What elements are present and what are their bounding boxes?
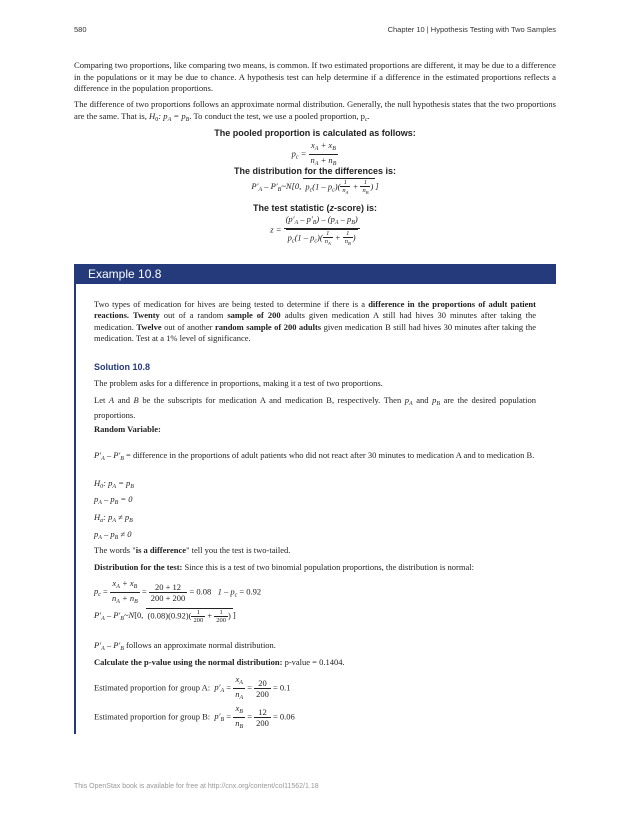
solution-title: Solution 10.8 (94, 362, 151, 372)
estimated-proportion-b: Estimated proportion for group B: $p'_B$ = $\frac{x_B}{n_B}$ = $\frac{12}{200}$ = 0.06 (94, 703, 295, 730)
test-statistic-formula: z = $(p'_A - p'_B) - (p_A - p_B)$ $p_c(1 - p_c)$( $\frac{1}{n_A}$ + $\frac{1}{n_B}$ ) (270, 214, 358, 246)
test-statistic-title: The test statistic (z-score) is: (252, 203, 378, 213)
example-title: Example 10.8 (88, 267, 162, 281)
p-value-line: Calculate the p-value using the normal distribution: p-value = 0.1404. (94, 657, 345, 667)
solution-line-1: The problem asks for a difference in proportions, making it a test of two proportions. (94, 378, 383, 388)
follows-normal: $P'_A - P'_B$ follows an approximate normal distribution. (94, 640, 276, 652)
page-number: 580 (74, 25, 87, 34)
alt-hypothesis: $H_a$: $p_A \ne p_B$ (94, 512, 133, 524)
distribution-calc: $P'_A$ – $P'_B\sim N[0$, (0.08)(0.92)( $\frac{1}{200}$ + $\frac{1}{200}$ ) ] (94, 609, 236, 624)
pooled-calc: $p_c$ = $\frac{x_A + x_B}{n_A + n_B}$ = $\frac{20 + 12}{200 + 200}$ = 0.08 $1 - p_c = 0.92$ (94, 578, 262, 605)
chapter-header: Chapter 10 | Hypothesis Testing with Two Samples (387, 25, 556, 34)
solution-line-2: Let A and B be the subscripts for medication A and medication B, respectively. Then $p_A$ and $p_B$ are the desired population proportions. (94, 395, 536, 421)
estimated-proportion-a: Estimated proportion for group A: $p'_A$ = $\frac{x_A}{n_A}$ = $\frac{20}{200}$ = 0.1 (94, 674, 291, 701)
random-variable-label: Random Variable: (94, 424, 161, 434)
null-hypothesis: $H_0$: $p_A = p_B$ (94, 478, 134, 490)
example-left-rule (74, 284, 76, 734)
distribution-title: The distribution for the differences is: (233, 166, 396, 176)
distribution-for-test: Distribution for the test: Since this is a test of two binomial population proportions, the distribution is normal: (94, 562, 474, 572)
random-variable-desc: $P'_A - P'_B$ = difference in the proportions of adult patients who did not react after 30 minutes to medication A and to medication B. (94, 450, 535, 462)
null-hypothesis-alt: $p_A - p_B = 0$ (94, 494, 133, 506)
page-footer: This OpenStax book is available for free at http://cnx.org/content/col11562/1.18 (74, 783, 319, 790)
pooled-proportion-title: The pooled proportion is calculated as follows: (214, 128, 416, 138)
example-problem: Two types of medication for hives are being tested to determine if there is a difference in the proportions of adult patient reactions. Twenty out of a random sample of 200 adults given medication A still had hives 30 minutes after taking the medication. Twelve out of another random sample of 200 adults given medication B still had hives 30 minutes after taking the medication. Test at a 1% level of significance. (94, 299, 537, 344)
pooled-proportion-formula: $p_c$ = $\frac{x_A + x_B}{n_A + n_B}$ (291, 140, 337, 167)
intro-paragraph-2: The difference of two proportions follows an approximate normal distribution. Generally, the null hypothesis states that the two proportions are the same. That is, $H_0$: $p_A = p_B$. To conduct the test, we use a pooled proportion, $p_c$. (74, 99, 556, 123)
alt-hypothesis-alt: $p_A - p_B \ne 0$ (94, 529, 132, 541)
distribution-formula: $P'_A$ – $P'_B\sim N[0$, $p_c(1 - p_c)$( $\frac{1}{n_A}$ + $\frac{1}{n_B}$ ) ] (251, 179, 379, 195)
intro-paragraph-1: Comparing two proportions, like comparing two means, is common. If two estimated proportions are different, it may be due to a difference in the populations or it may be due to chance. A hypothesis test can help determine if a difference in the estimated proportions reflects a difference in the population proportions. (74, 60, 556, 94)
two-tailed-note: The words "is a difference" tell you the test is two-tailed. (94, 545, 291, 555)
